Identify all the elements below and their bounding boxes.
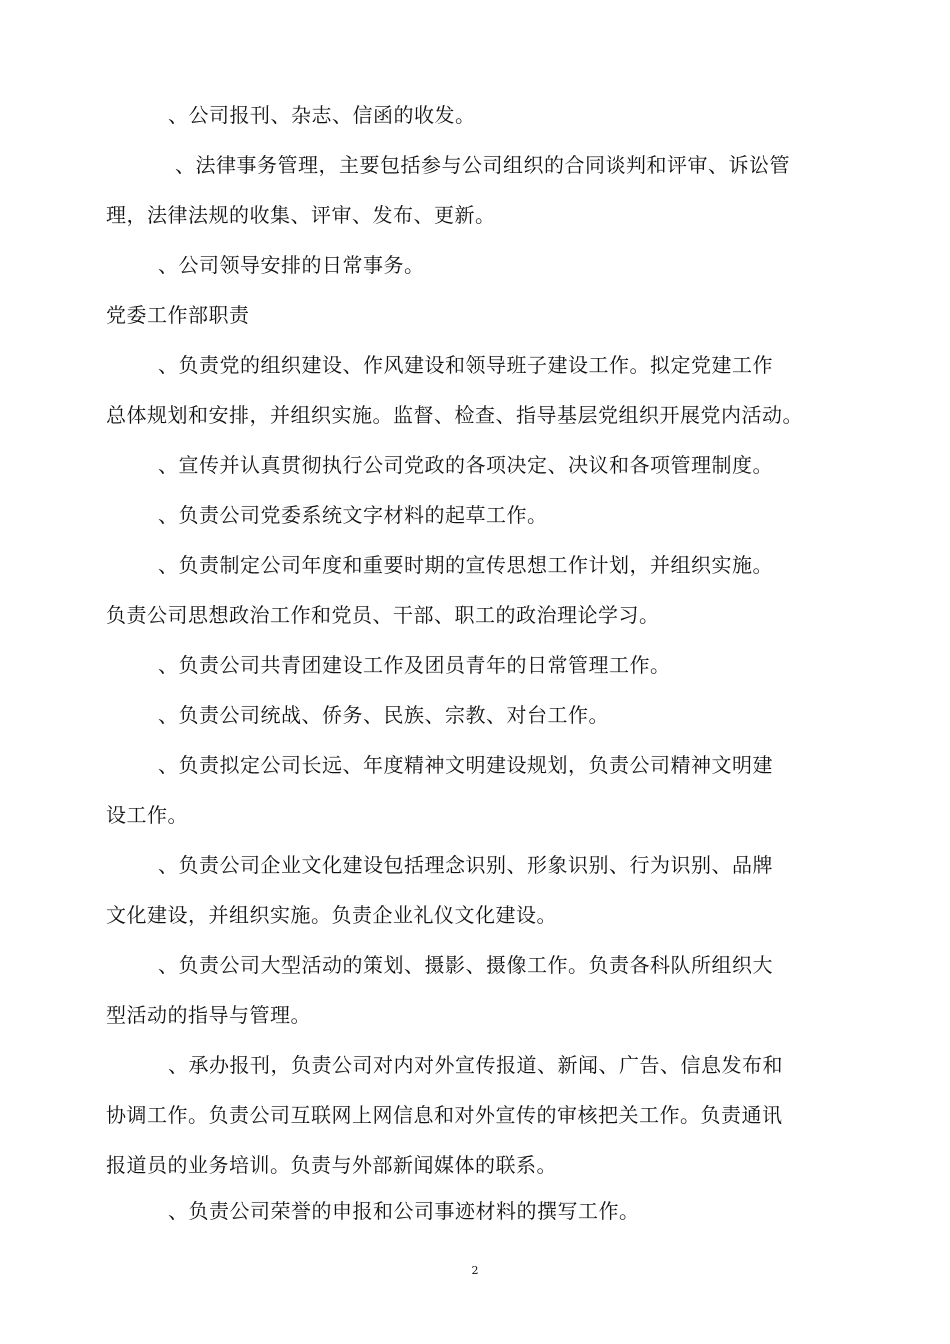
text-line: 总体规划和安排，并组织实施。监督、检查、指导基层党组织开展党内活动。 bbox=[106, 403, 803, 427]
text-line: 理，法律法规的收集、评审、发布、更新。 bbox=[106, 203, 496, 227]
text-line: 、承办报刊，负责公司对内对外宣传报道、新闻、广告、信息发布和 bbox=[168, 1053, 783, 1077]
text-line: 、法律事务管理，主要包括参与公司组织的合同谈判和评审、诉讼管 bbox=[175, 153, 790, 177]
text-line: 、负责公司大型活动的策划、摄影、摄像工作。负责各科队所组织大 bbox=[158, 953, 773, 977]
text-line: 负责公司思想政治工作和党员、干部、职工的政治理论学习。 bbox=[106, 603, 660, 627]
text-line: 报道员的业务培训。负责与外部新闻媒体的联系。 bbox=[106, 1153, 557, 1177]
text-line: 设工作。 bbox=[106, 803, 188, 827]
text-line: 协调工作。负责公司互联网上网信息和对外宣传的审核把关工作。负责通讯 bbox=[106, 1103, 783, 1127]
text-line: 、负责制定公司年度和重要时期的宣传思想工作计划，并组织实施。 bbox=[158, 553, 773, 577]
text-line: 、负责公司荣誉的申报和公司事迹材料的撰写工作。 bbox=[168, 1199, 640, 1223]
section-heading: 党委工作部职责 bbox=[106, 303, 250, 327]
text-line: 、公司领导安排的日常事务。 bbox=[158, 253, 425, 277]
text-line: 文化建设，并组织实施。负责企业礼仪文化建设。 bbox=[106, 903, 557, 927]
text-line: 、宣传并认真贯彻执行公司党政的各项决定、决议和各项管理制度。 bbox=[158, 453, 773, 477]
text-line: 、负责党的组织建设、作风建设和领导班子建设工作。拟定党建工作 bbox=[158, 353, 773, 377]
text-line: 、负责公司企业文化建设包括理念识别、形象识别、行为识别、品牌 bbox=[158, 853, 773, 877]
text-line: 、负责公司统战、侨务、民族、宗教、对台工作。 bbox=[158, 703, 609, 727]
text-line: 、公司报刊、杂志、信函的收发。 bbox=[168, 103, 476, 127]
page-number: 2 bbox=[471, 1264, 479, 1277]
text-line: 型活动的指导与管理。 bbox=[106, 1003, 311, 1027]
text-line: 、负责公司共青团建设工作及团员青年的日常管理工作。 bbox=[158, 653, 671, 677]
text-line: 、负责拟定公司长远、年度精神文明建设规划，负责公司精神文明建 bbox=[158, 753, 773, 777]
text-line: 、负责公司党委系统文字材料的起草工作。 bbox=[158, 503, 548, 527]
